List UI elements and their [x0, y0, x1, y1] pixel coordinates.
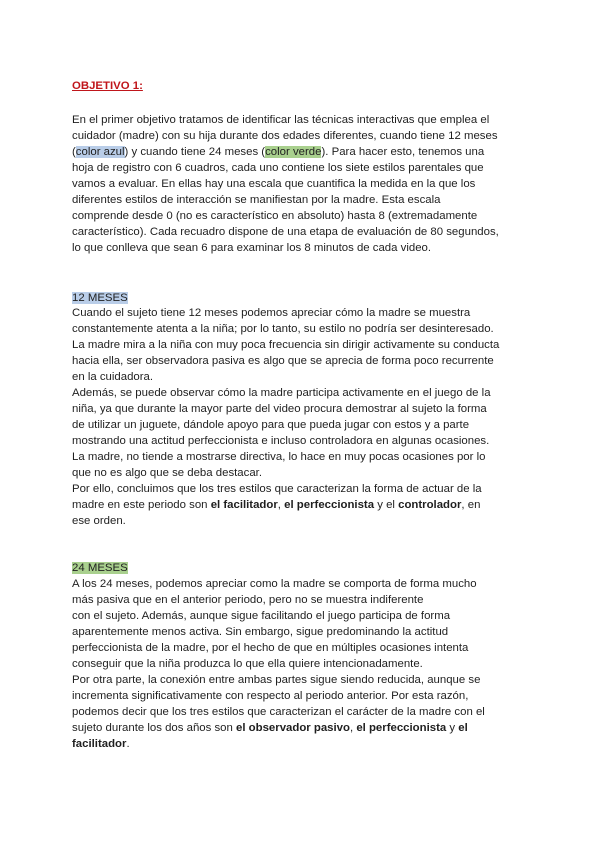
- section24-line: Por otra parte, la conexión entre ambas partes sigue siendo reducida, aunque se: [72, 674, 481, 686]
- section12-line: Por ello, concluimos que los tres estilos que caracterizan la forma de actuar de la: [72, 483, 482, 495]
- section12-line: Cuando el sujeto tiene 12 meses podemos apreciar cómo la madre se muestra: [72, 307, 471, 319]
- section-title-12: 12 MESES: [72, 292, 128, 304]
- section12-line: mostrando una actitud perfeccionista e incluso controladora en algunas ocasiones.: [72, 435, 490, 447]
- section24-line: incrementa significativamente con respecto al periodo anterior. Por esta razón,: [72, 690, 469, 702]
- section12-line: La madre, no tiende a mostrarse directiva, lo hace en muy pocas ocasiones por lo: [72, 451, 486, 463]
- section12-line: hacia ella, ser observadora pasiva es algo que se aprecia de forma poco recurrente: [72, 355, 494, 367]
- intro-line: lo que conlleva que sean 6 para examinar los 8 minutos de cada video.: [72, 242, 432, 254]
- intro-line: (color azul) y cuando tiene 24 meses (color verde). Para hacer esto, tenemos una: [72, 146, 485, 158]
- section-title-24: 24 MESES: [72, 562, 128, 574]
- section24-line: A los 24 meses, podemos apreciar como la madre se comporta de forma mucho: [72, 578, 477, 590]
- objective-heading: OBJETIVO 1:: [72, 80, 143, 92]
- section12-line: ese orden.: [72, 515, 126, 527]
- intro-line: comprende desde 0 (no es característico en absoluto) hasta 8 (extremadamente: [72, 210, 478, 222]
- section24-line: facilitador.: [72, 738, 130, 750]
- intro-line: diferentes estilos de interacción se manifiestan por la madre. Esta escala: [72, 194, 441, 206]
- section12-line: constantemente atenta a la niña; por lo tanto, su estilo no podría ser desinteresado.: [72, 323, 494, 335]
- intro-line: cuidador (madre) con su hija durante dos edades diferentes, cuando tiene 12 meses: [72, 130, 498, 142]
- highlight-green: color verde: [265, 146, 322, 158]
- section24-line: más pasiva que en el anterior periodo, pero no se muestra indiferente: [72, 594, 424, 606]
- section12-line: madre en este periodo son el facilitador, el perfeccionista y el controlador, en: [72, 499, 481, 511]
- section12-line: La madre mira a la niña con muy poca frecuencia sin dirigir activamente su conducta: [72, 339, 500, 351]
- intro-line: vamos a evaluar. En ellas hay una escala que cuantifica la medida en la que los: [72, 178, 476, 190]
- section12-line: niña, ya que durante la mayor parte del video procura demostrar al sujeto la forma: [72, 403, 487, 415]
- section12-line: en la cuidadora.: [72, 371, 154, 383]
- section12-line: que no es algo que se deba destacar.: [72, 467, 262, 479]
- section24-line: conseguir que la niña produzca lo que ella quiere intencionadamente.: [72, 658, 423, 670]
- section24-line: podemos decir que los tres estilos que caracterizan el carácter de la madre con el: [72, 706, 485, 718]
- section24-line: con el sujeto. Además, aunque sigue facilitando el juego participa de forma: [72, 610, 451, 622]
- section24-line: perfeccionista de la madre, por el hecho de que en múltiples ocasiones intenta: [72, 642, 469, 654]
- section12-line: de utilizar un juguete, dándole apoyo para que pueda jugar con estos y a parte: [72, 419, 470, 431]
- section12-line: Además, se puede observar cómo la madre participa activamente en el juego de la: [72, 387, 491, 399]
- intro-line: En el primer objetivo tratamos de identificar las técnicas interactivas que emplea el: [72, 114, 490, 126]
- section24-line: aparentemente menos activa. Sin embargo, sigue predominando la actitud: [72, 626, 449, 638]
- intro-line: hoja de registro con 6 cuadros, cada uno contiene los siete estilos parentales que: [72, 162, 484, 174]
- intro-line: característico). Cada recuadro dispone de una etapa de evaluación de 80 segundos,: [72, 226, 499, 238]
- highlight-blue: color azul: [75, 146, 125, 158]
- section24-line: sujeto durante los dos años son el observador pasivo, el perfeccionista y el: [72, 722, 468, 734]
